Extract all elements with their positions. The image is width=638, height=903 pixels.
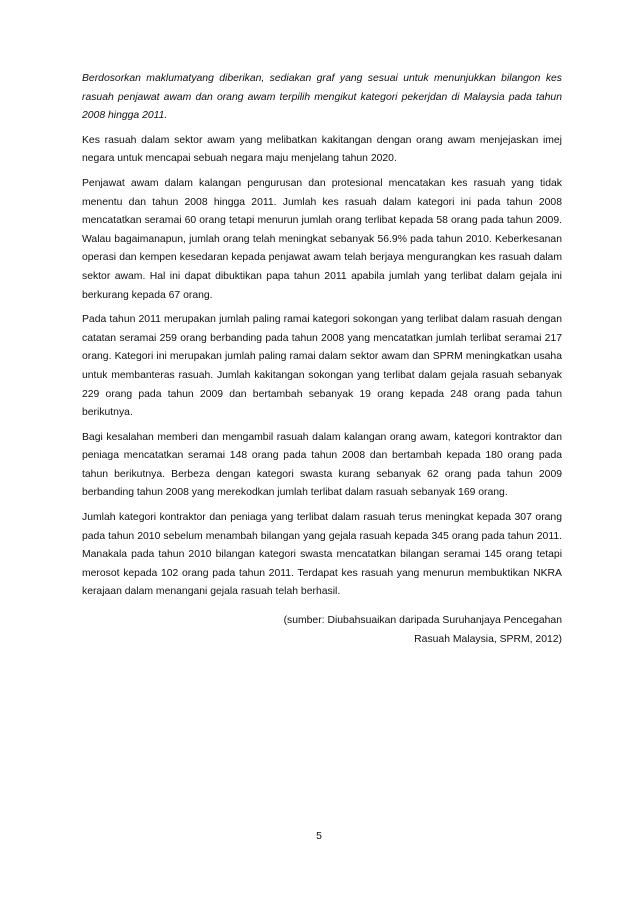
paragraph-3: Pada tahun 2011 merupakan jumlah paling ramai kategori sokongan yang terlibat dalam rasuah dengan catatan seramai 259 orang berbanding pada tahun 2008 yang mencatatkan jumlah terlibat seramai 217 orang. Kategori ini merupakan jumlah paling ramai dalam sektor awam dan SPRM meningkatkan usaha untuk membanteras rasuah. Jumlah kakitangan sokongan yang terlibat dalam gejala rasuah sebanyak 229 orang pada tahun 2009 dan bertambah sebanyak 19 orang kepada 248 orang pada tahun berikutnya. bbox=[82, 314, 562, 419]
paragraph-4: Bagi kesalahan memberi dan mengambil rasuah dalam kalangan orang awam, kategori kontraktor dan peniaga mencatatkan seramai 148 orang pada tahun 2008 dan bertambah kepada 180 orang pada tahun berikutnya. Berbeza dengan kategori swasta kurang sebanyak 62 orang pada tahun 2009 berbanding tahun 2008 yang merekodkan jumlah terlibat dalam rasuah sebanyak 169 orang. bbox=[82, 431, 562, 499]
paragraph-5: Jumlah kategori kontraktor dan peniaga yang terlibat dalam rasuah terus meningkat kepada 307 orang pada tahun 2010 sebelum menambah bilangan yang gejala rasuah kepada 345 orang pada tahun 2011. Manakala pada tahun 2010 bilangan kategori swasta mencatatkan bilangan seramai 145 orang tetapi merosot kepada 102 orang pada tahun 2011. Terdapat kes rasuah yang menurun membuktikan NKRA kerajaan dalam menangani gejala rasuah telah berhasil. bbox=[82, 512, 562, 598]
paragraph-2: Penjawat awam dalam kalangan pengurusan dan protesional mencatakan kes rasuah yang tidak menentu dan tahun 2008 hingga 2011. Jumlah kes rasuah dalam kategori ini pada tahun 2008 mencatatkan seramai 60 orang tetapi menurun jumlah orang terlibat kepada 58 orang pada tahun 2009. Walau bagaimanapun, jumlah orang telah meningkat sebanyak 56.9% pada tahun 2010. Keberkesanan operasi dan kempen kesedaran kepada penjawat awam telah berjaya mengurangkan kes rasuah dalam sektor awam. Hal ini dapat dibuktikan papa tahun 2011 apabila jumlah yang terlibat dalam gejala ini berkurang kepada 67 orang. bbox=[82, 177, 562, 301]
source-line-2: Rasuah Malaysia, SPRM, 2012) bbox=[414, 633, 562, 645]
page-number: 5 bbox=[316, 831, 322, 842]
paragraph-1: Kes rasuah dalam sektor awam yang melibatkan kakitangan dengan orang awam menjejaskan imej negara untuk mencapai sebuah negara maju menjelang tahun 2020. bbox=[82, 134, 562, 165]
source-citation bbox=[82, 612, 562, 649]
instruction-text: Berdosorkan maklumatyang diberikan, sediakan graf yang sesuai untuk menunjukkan bilangon kes rasuah penjawat awam dan orang awam terpilih mengikut kategori pekerjdan di Malaysia pada tahun 2008 hingga 2011. bbox=[82, 73, 562, 122]
source-line-1: (sumber: Diubahsuaikan daripada Suruhanjaya Pencegahan bbox=[283, 615, 562, 627]
page-content bbox=[82, 70, 562, 649]
